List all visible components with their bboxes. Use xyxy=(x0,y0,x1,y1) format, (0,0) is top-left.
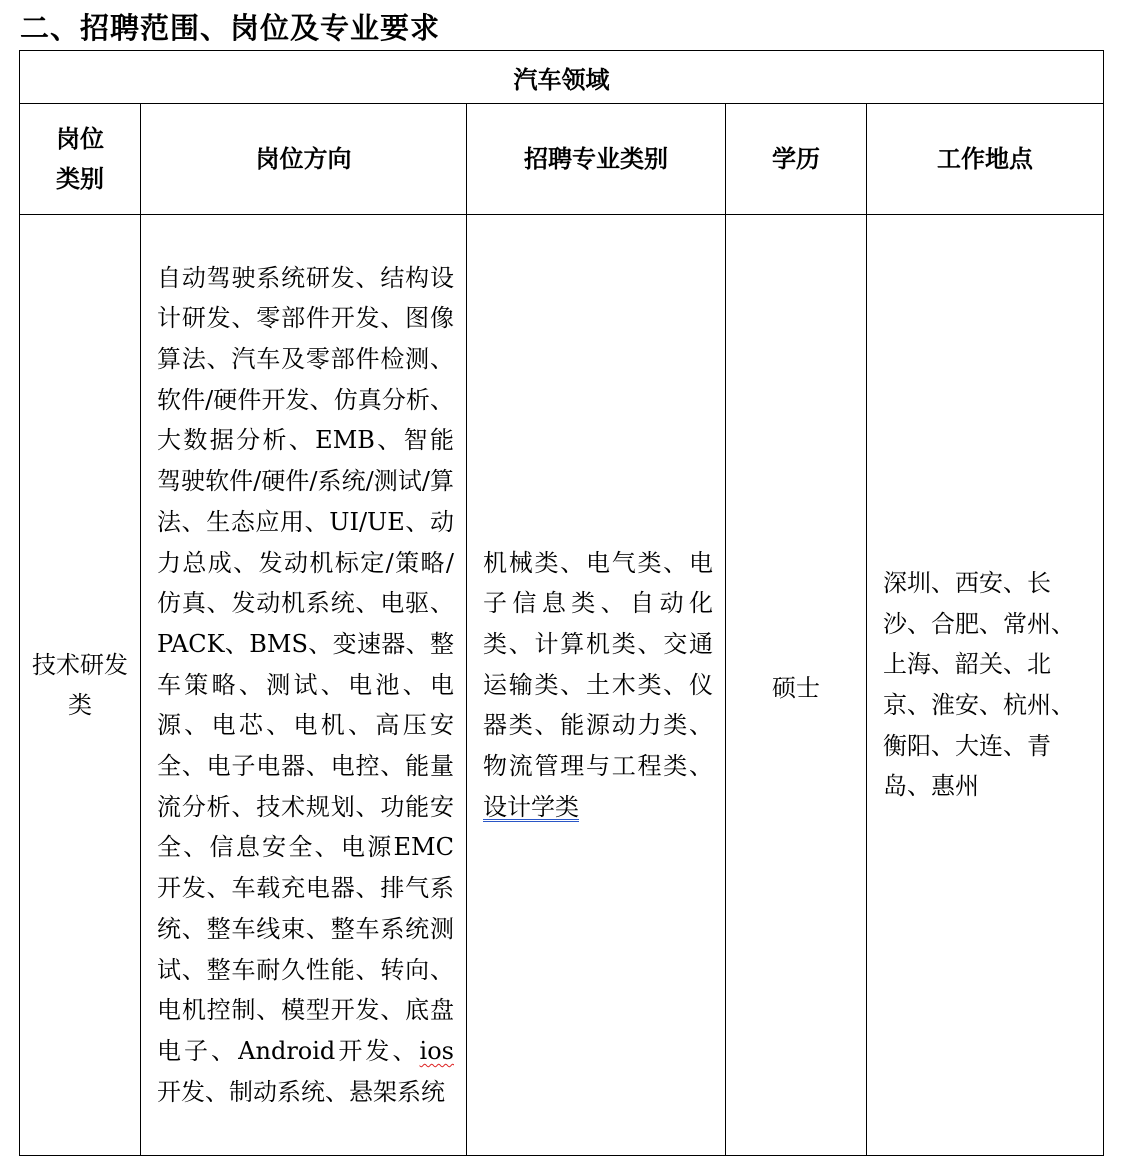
header-location: 工作地点 xyxy=(867,104,1104,215)
spellcheck-flagged-word[interactable]: ios xyxy=(419,1036,454,1065)
section-heading: 二、招聘范围、岗位及专业要求 xyxy=(20,11,441,45)
domain-title: 汽车领域 xyxy=(20,51,1104,104)
direction-tail: 开发、制动系统、悬架系统 xyxy=(157,1077,445,1106)
table-row xyxy=(20,215,1104,1156)
cell-category: 技术研发类 xyxy=(20,215,141,1156)
direction-text: 自动驾驶系统研发、结构设计研发、零部件开发、图像算法、汽车及零部件检测、软件/硬件开发、仿真分析、大数据分析、EMB、智能驾驶软件/硬件/系统/测试/算法、生态应用、UI/UE、动力总成、发动机标定/策略/仿真、发动机系统、电驱、PACK、BMS、变速器、整车策略、测试、电池、电源、电芯、电机、高压安全、电子电器、电控、能量流分析、技术规划、功能安全、信息安全、电源EMC开发、车载充电器、排气系统、整车线束、整车系统测试、整车耐久性能、转向、电机控制、模型开发、底盘电子、Android开发、 xyxy=(157,263,454,1065)
header-education: 学历 xyxy=(726,104,867,215)
domain-row xyxy=(20,51,1104,104)
cell-direction xyxy=(141,215,467,1156)
recruitment-table xyxy=(19,50,1104,1156)
header-category: 岗位类别 xyxy=(20,104,141,215)
cell-location: 深圳、西安、长沙、合肥、常州、上海、韶关、北京、淮安、杭州、衡阳、大连、青岛、惠州 xyxy=(867,215,1104,1156)
header-direction: 岗位方向 xyxy=(141,104,467,215)
majors-text: 机械类、电气类、电子信息类、自动化类、计算机类、交通运输类、土木类、仪器类、能源动力类、物流管理与工程类、 xyxy=(483,548,713,781)
cell-education: 硕士 xyxy=(726,215,867,1156)
header-row xyxy=(20,104,1104,215)
grammar-flagged-phrase[interactable]: 设计学类 xyxy=(483,792,579,821)
cell-majors xyxy=(467,215,726,1156)
header-majors: 招聘专业类别 xyxy=(467,104,726,215)
